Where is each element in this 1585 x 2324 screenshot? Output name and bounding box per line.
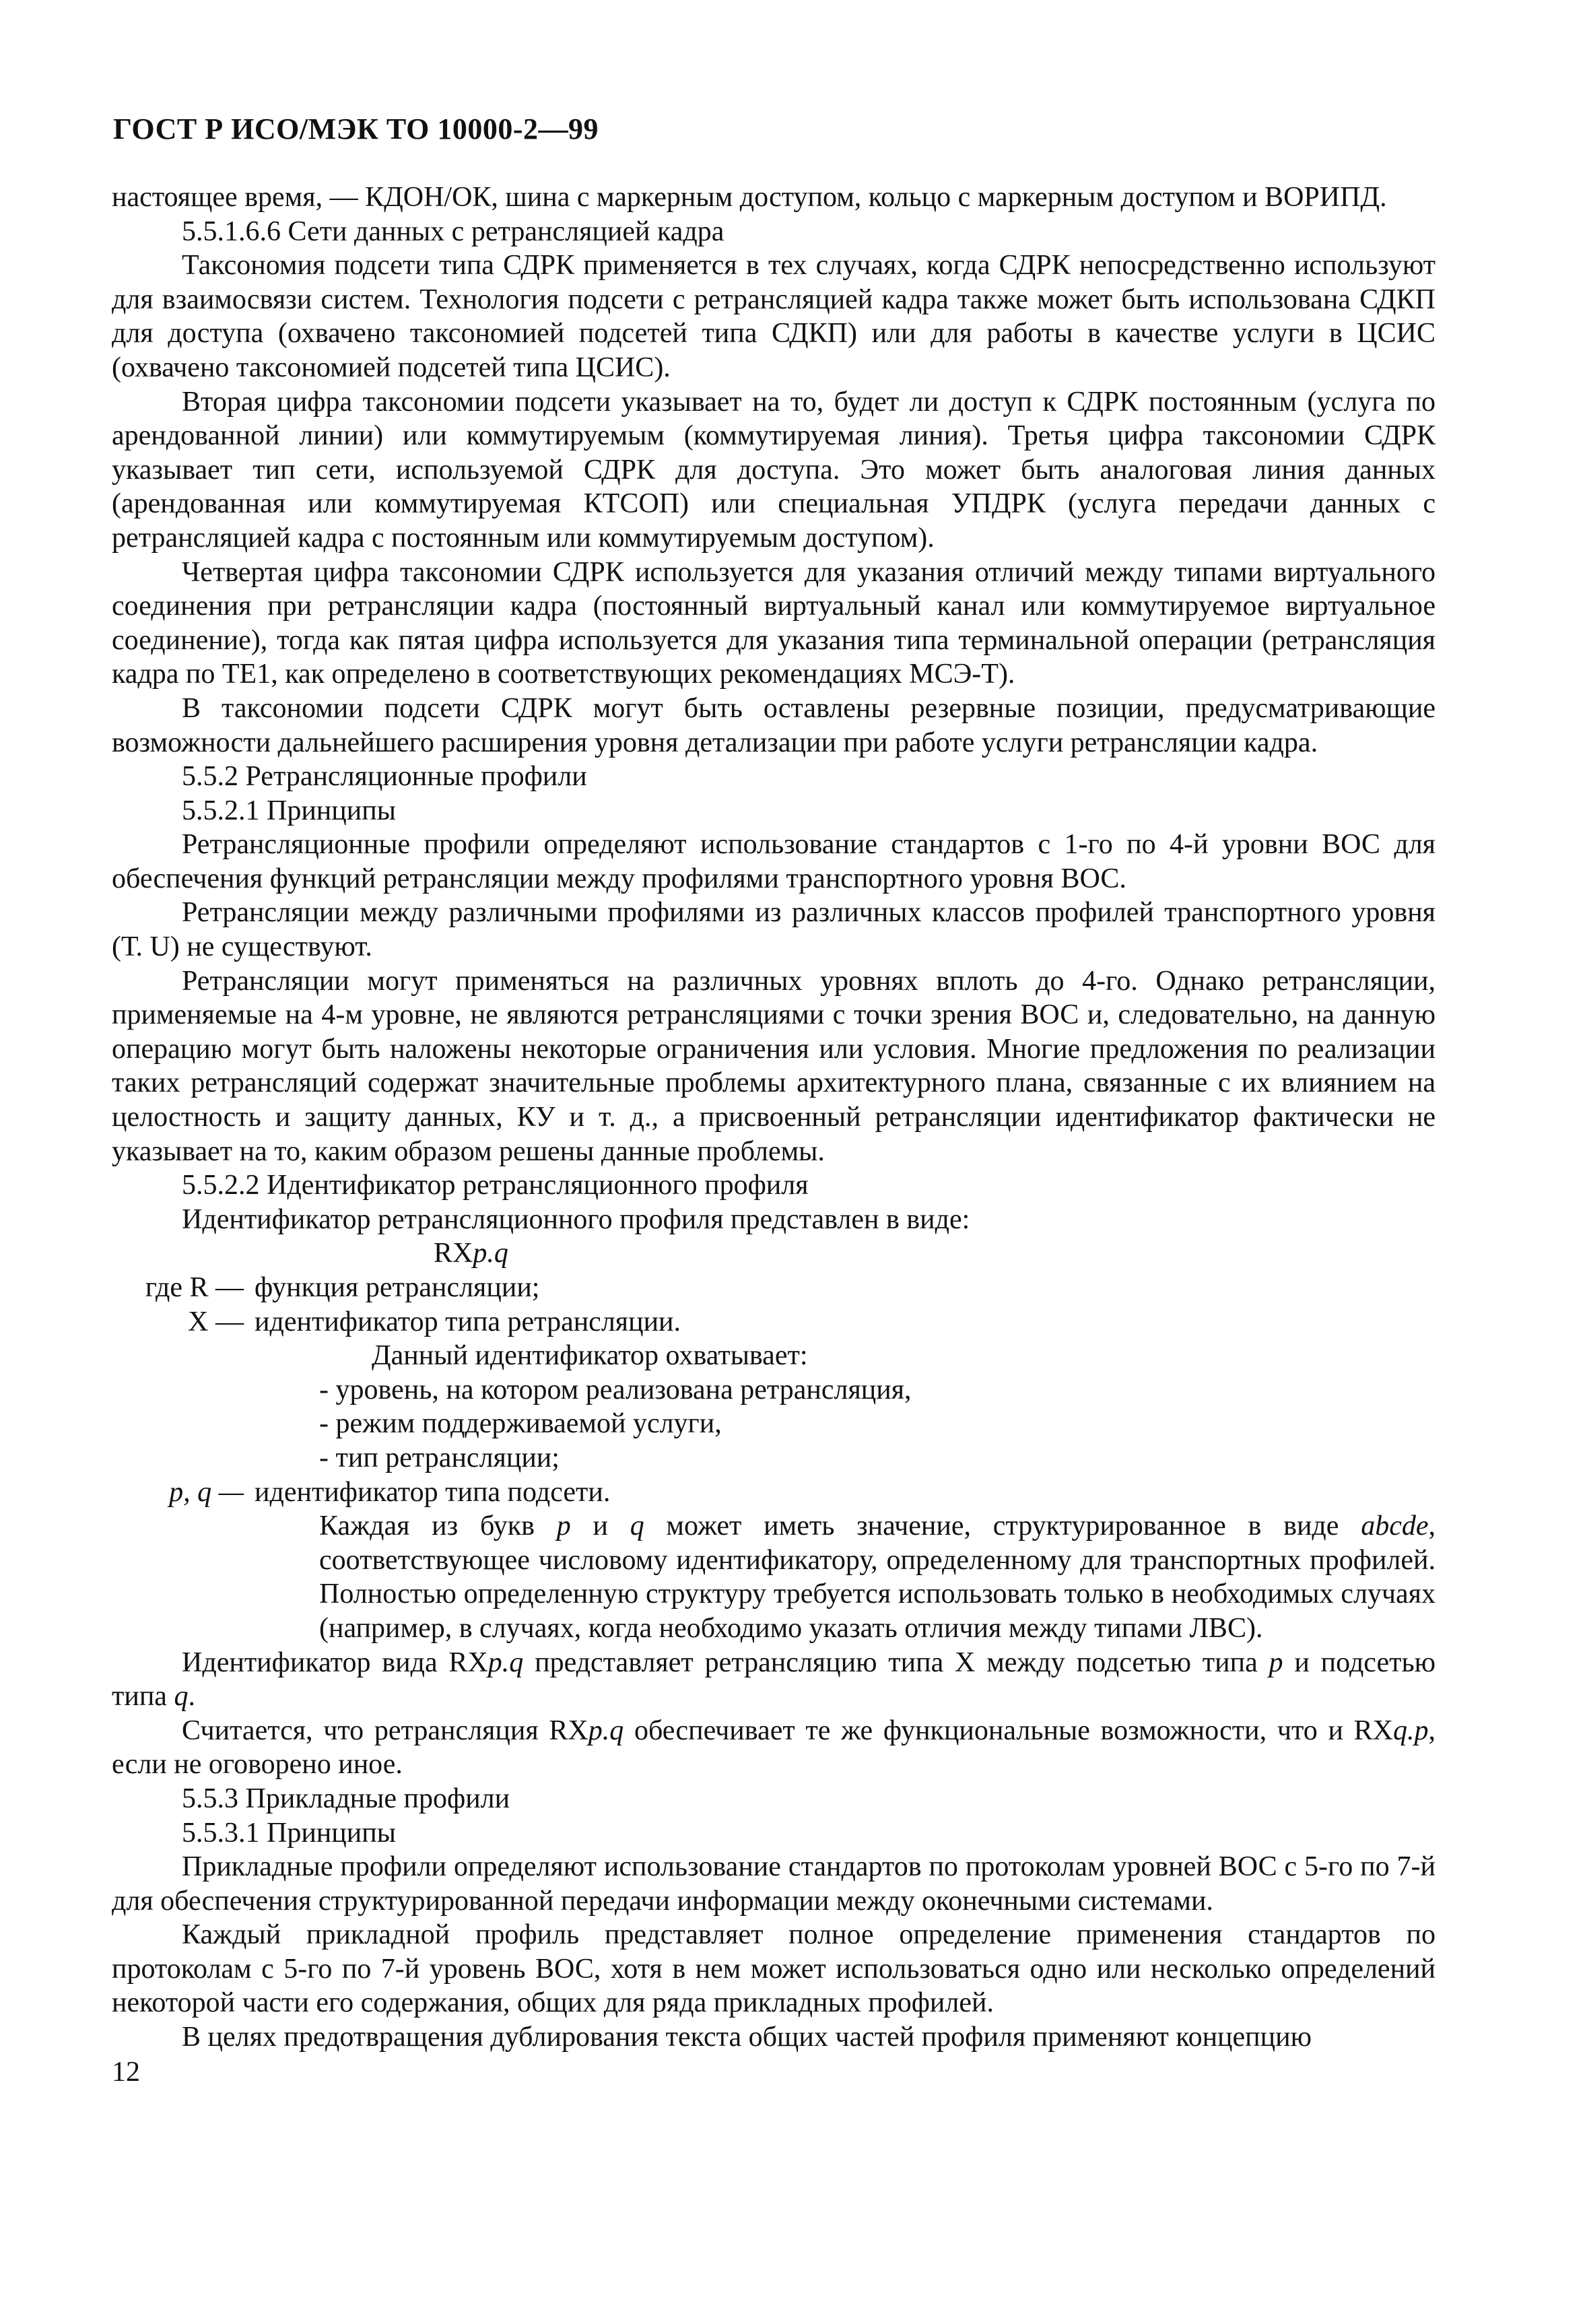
text-run: и xyxy=(570,1510,630,1542)
italic-run: abcde xyxy=(1361,1510,1429,1542)
text-run: обеспечивает те же функциональные возможности, что и RX xyxy=(623,1715,1394,1746)
text-run: и подсетью типа xyxy=(112,1647,1436,1713)
formula-prefix: RX xyxy=(434,1238,473,1269)
italic-run: q xyxy=(630,1510,644,1542)
definition-r xyxy=(112,1271,1436,1305)
text-run: , соответствующее числовому идентификатору, определенному для транспортных профилей. Полностью определенную структуру требуется использовать только в необходимых случаях (например, в случаях, когда необходимо указать отличия между типами ЛВС). xyxy=(319,1510,1436,1644)
italic-run: q xyxy=(174,1681,189,1713)
section-heading-5-5-1-6-6: 5.5.1.6.6 Сети данных с ретрансляцией кадра xyxy=(182,215,724,247)
paragraph: Идентификатор ретрансляционного профиля представлен в виде: xyxy=(182,1203,970,1235)
relay-profile-formula xyxy=(112,1236,1436,1271)
section-heading-5-5-2: 5.5.2 Ретрансляционные профили xyxy=(182,761,587,793)
definition-list-item: - режим поддерживаемой услуги, xyxy=(319,1408,722,1440)
paragraph: Прикладные профили определяют использование стандартов по протоколам уровней ВОС с 5-го по 7-й для обеспечения структурированной передачи информации между оконечными системами. xyxy=(112,1851,1436,1917)
section-heading-5-5-3: 5.5.3 Прикладные профили xyxy=(182,1783,510,1814)
italic-run: p xyxy=(1269,1647,1283,1678)
definition-description: идентификатор типа ретрансляции. xyxy=(255,1306,681,1337)
section-heading-5-5-2-2: 5.5.2.2 Идентификатор ретрансляционного профиля xyxy=(182,1170,809,1201)
formula-italic-part: p.q xyxy=(473,1238,508,1269)
text-run: может иметь значение, структурированное в виде xyxy=(644,1510,1361,1542)
paragraph: Четвертая цифра таксономии СДРК используется для указания отличий между типами виртуального соединения при ретрансляции кадра (постоянный виртуальный канал или коммутируемое виртуальное соединение), тогда как пятая цифра используется для указания типа терминальной операции (ретрансляция кадра по ТЕ1, как определено в соответствующих рекомендациях МСЭ-Т). xyxy=(112,556,1436,690)
text-run: Каждая из букв xyxy=(319,1510,557,1542)
text-run: Считается, что ретрансляция RX xyxy=(182,1715,588,1746)
paragraph: В таксономии подсети СДРК могут быть оставлены резервные позиции, предусматривающие возможности дальнейшего расширения уровня детализации при работе услуги ретрансляции кадра. xyxy=(112,692,1436,758)
section-heading-5-5-3-1: 5.5.3.1 Принципы xyxy=(182,1817,396,1849)
definition-term: p, q — xyxy=(169,1476,244,1508)
text-run: представляет ретрансляцию типа X между подсетью типа xyxy=(523,1647,1269,1678)
paragraph: В целях предотвращения дублирования текста общих частей профиля применяют концепцию xyxy=(182,2022,1312,2053)
paragraph: Каждый прикладной профиль представляет полное определение применения стандартов по протоколам с 5-го по 7-й уровень ВОС, хотя в нем может использоваться одно или несколько определений некоторой части его содержания, общих для ряда прикладных профилей. xyxy=(112,1919,1436,2019)
definition-detail xyxy=(112,1509,1436,1645)
paragraph: Вторая цифра таксономии подсети указывает на то, будет ли доступ к СДРК постоянным (услуга по арендованной линии) или коммутируемым (коммутируемая линия). Третья цифра таксономии СДРК указывает тип сети, используемой СДРК для доступа. Это может быть аналоговая линия данных (арендованная или коммутируемая КТСОП) или специальная УПДРК (услуга передачи данных с ретрансляцией кадра с постоянным или коммутируемым доступом). xyxy=(112,386,1436,554)
document-header: ГОСТ Р ИСО/МЭК ТО 10000-2—99 xyxy=(113,112,599,145)
definition-pq xyxy=(112,1475,1436,1510)
definition-description: идентификатор типа подсети. xyxy=(255,1476,611,1508)
paragraph: Ретрансляционные профили определяют использование стандартов с 1-го по 4-й уровни ВОС для обеспечения функций ретрансляции между профилями транспортного уровня ВОС. xyxy=(112,829,1436,894)
italic-run: p.q xyxy=(588,1715,624,1746)
paragraph: Ретрансляции между различными профилями из различных классов профилей транспортного уровня (Т. U) не существуют. xyxy=(112,897,1436,963)
section-heading-5-5-2-1: 5.5.2.1 Принципы xyxy=(182,795,396,826)
paragraph: Таксономия подсети типа СДРК применяется в тех случаях, когда СДРК непосредственно используют для взаимосвязи систем. Технология подсети с ретрансляцией кадра также может быть использована СДКП для доступа (охвачено таксономией подсетей типа СДКП) или для работы в качестве услуги в ЦСИС (охвачено таксономией подсетей типа ЦСИС). xyxy=(112,250,1436,383)
definition-list-item: - уровень, на котором реализована ретрансляция, xyxy=(319,1374,912,1405)
definition-x xyxy=(112,1305,1436,1339)
text-run: . xyxy=(188,1681,195,1713)
definition-description: функция ретрансляции; xyxy=(255,1272,540,1303)
italic-run: p.q xyxy=(487,1647,524,1678)
paragraph-continuation: настоящее время, — КДОН/ОК, шина с маркерным доступом, кольцо с маркерным доступом и ВОРИПД. xyxy=(112,182,1387,213)
paragraph xyxy=(112,1646,1436,1714)
definition-term: где R — xyxy=(145,1272,244,1303)
italic-run: p xyxy=(556,1510,571,1542)
page-number: 12 xyxy=(112,2057,140,2088)
definition-detail: Данный идентификатор охватывает: xyxy=(372,1340,808,1372)
document-body xyxy=(112,180,1436,2055)
paragraph: Ретрансляции могут применяться на различных уровнях вплоть до 4-го. Однако ретрансляции, применяемые на 4-м уровне, не являются ретрансляциями с точки зрения ВОС и, следовательно, на данную операцию могут быть наложены некоторые ограничения или условия. Многие предложения по реализации таких ретрансляций содержат значительные проблемы архитектурного плана, связанные с их влиянием на целостность и защиту данных, КУ и т. д., а присвоенный ретрансляции идентификатор фактически не указывает на то, каким образом решены данные проблемы. xyxy=(112,965,1436,1167)
text-run: , если не оговорено иное. xyxy=(112,1715,1436,1781)
paragraph xyxy=(112,1714,1436,1782)
text-run: Идентификатор вида RX xyxy=(182,1647,488,1678)
definition-list-item: - тип ретрансляции; xyxy=(319,1442,560,1473)
definition-term: X — xyxy=(188,1306,244,1337)
italic-run: q.p xyxy=(1393,1715,1429,1746)
